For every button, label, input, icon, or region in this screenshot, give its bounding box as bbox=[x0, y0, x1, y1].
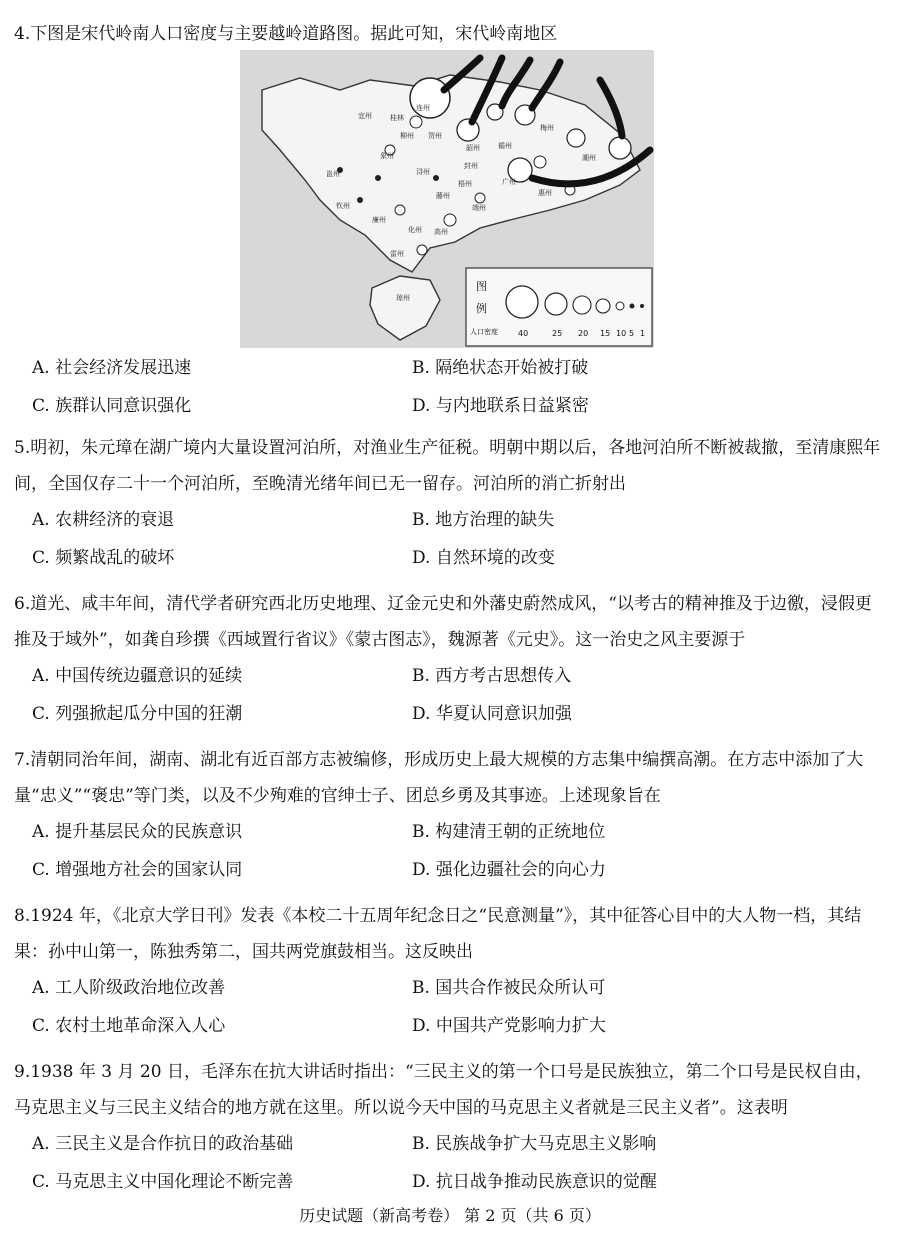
option-b[interactable]: B. 地方治理的缺失 bbox=[412, 510, 555, 530]
legend-title: 例 bbox=[476, 302, 487, 315]
option-a[interactable]: A. 工人阶级政治地位改善 bbox=[32, 978, 226, 998]
legend-value: 40 bbox=[518, 329, 529, 338]
map-place-label: 雷州 bbox=[390, 250, 404, 258]
option-d[interactable]: D. 与内地联系日益紧密 bbox=[412, 396, 589, 416]
map-place-label: 藤州 bbox=[436, 192, 450, 200]
map-place-label: 宜州 bbox=[358, 112, 372, 120]
question-9-stem: 9.1938 年 3 月 20 日，毛泽东在抗大讲话时指出：“三民主义的第一个口号是民族独立，第二个口号是民权自由，马克思主义与三民主义结合的地方就在这里。所以说今天中国的马克思主义者就是三民主义者”。这表明 bbox=[14, 1062, 873, 1118]
map-place-label: 象州 bbox=[380, 152, 394, 160]
option-c[interactable]: C. 频繁战乱的破坏 bbox=[32, 548, 175, 568]
map-place-label: 贺州 bbox=[428, 132, 442, 140]
option-a[interactable]: A. 提升基层民众的民族意识 bbox=[32, 822, 243, 842]
map-place-label: 连州 bbox=[416, 104, 430, 112]
map-place-label: 邕州 bbox=[326, 170, 340, 178]
map-place-label: 琼州 bbox=[396, 294, 410, 302]
option-c[interactable]: C. 农村土地革命深入人心 bbox=[32, 1016, 226, 1036]
map-place-label: 循州 bbox=[498, 142, 512, 150]
map-place-label: 广州 bbox=[502, 178, 516, 186]
map-place-label: 封州 bbox=[464, 162, 478, 170]
legend-value: 1 bbox=[640, 329, 646, 338]
legend-value: 5 bbox=[629, 329, 635, 338]
option-a[interactable]: A. 社会经济发展迅速 bbox=[32, 358, 192, 378]
option-c[interactable]: C. 增强地方社会的国家认同 bbox=[32, 860, 243, 880]
map-place-label: 高州 bbox=[434, 228, 448, 236]
legend-caption: 人口密度 bbox=[470, 328, 498, 336]
question-7 bbox=[14, 742, 886, 890]
map-place-label: 化州 bbox=[408, 226, 422, 234]
map-place-label: 桂林 bbox=[390, 114, 404, 122]
option-b[interactable]: B. 国共合作被民众所认可 bbox=[412, 978, 606, 998]
question-7-stem: 7.清朝同治年间，湖南、湖北有近百部方志被编修，形成历史上最大规模的方志集中编撰高潮。在方志中添加了大量“忠义”“褒忠”等门类，以及不少殉难的官绅士子、团总乡勇及其事迹。上述现象旨在 bbox=[14, 750, 864, 806]
option-c[interactable]: C. 列强掀起瓜分中国的狂潮 bbox=[32, 704, 243, 724]
map-place-label: 柳州 bbox=[400, 132, 414, 140]
question-8 bbox=[14, 898, 886, 1046]
map-place-label: 梧州 bbox=[458, 180, 472, 188]
map-place-label: 惠州 bbox=[538, 189, 552, 197]
option-b[interactable]: B. 隔绝状态开始被打破 bbox=[412, 358, 589, 378]
song-lingnan-map bbox=[240, 50, 654, 348]
map-place-label: 端州 bbox=[472, 204, 486, 212]
legend-value: 15 bbox=[600, 329, 611, 338]
question-6 bbox=[14, 586, 886, 734]
option-d[interactable]: D. 抗日战争推动民族意识的觉醒 bbox=[412, 1172, 657, 1192]
option-a[interactable]: A. 三民主义是合作抗日的政治基础 bbox=[32, 1134, 294, 1154]
option-d[interactable]: D. 自然环境的改变 bbox=[412, 548, 555, 568]
map-place-label: 韶州 bbox=[466, 144, 480, 152]
map-place-label: 钦州 bbox=[336, 202, 350, 210]
legend-value: 20 bbox=[578, 329, 589, 338]
question-9 bbox=[14, 1054, 886, 1202]
option-d[interactable]: D. 中国共产党影响力扩大 bbox=[412, 1016, 606, 1036]
question-4-stem: 4.下图是宋代岭南人口密度与主要越岭道路图。据此可知，宋代岭南地区 bbox=[14, 24, 558, 44]
legend-value: 10 bbox=[616, 329, 627, 338]
option-d[interactable]: D. 强化边疆社会的向心力 bbox=[412, 860, 606, 880]
page-footer: 历史试题（新高考卷） 第 2 页（共 6 页） bbox=[299, 1206, 601, 1225]
map-place-label: 廉州 bbox=[372, 216, 386, 224]
option-c[interactable]: C. 族群认同意识强化 bbox=[32, 396, 192, 416]
question-8-stem: 8.1924 年，《北京大学日刊》发表《本校二十五周年纪念日之“民意测量”》，其中征答心目中的大人物一档，其结果：孙中山第一，陈独秀第二，国共两党旗鼓相当。这反映出 bbox=[14, 906, 862, 962]
legend-title: 图 bbox=[476, 280, 487, 293]
option-b[interactable]: B. 西方考古思想传入 bbox=[412, 666, 572, 686]
question-5-stem: 5.明初，朱元璋在湖广境内大量设置河泊所，对渔业生产征税。明朝中期以后，各地河泊所不断被裁撤，至清康熙年间，全国仅存二十一个河泊所，至晚清光绪年间已无一留存。河泊所的消亡折射出 bbox=[14, 438, 881, 494]
option-b[interactable]: B. 民族战争扩大马克思主义影响 bbox=[412, 1134, 657, 1154]
option-c[interactable]: C. 马克思主义中国化理论不断完善 bbox=[32, 1172, 294, 1192]
question-4-options bbox=[14, 350, 886, 426]
question-4 bbox=[14, 16, 886, 52]
option-a[interactable]: A. 中国传统边疆意识的延续 bbox=[32, 666, 243, 686]
legend-value: 25 bbox=[552, 329, 563, 338]
option-d[interactable]: D. 华夏认同意识加强 bbox=[412, 704, 572, 724]
map-place-label: 梅州 bbox=[540, 124, 554, 132]
question-6-stem: 6.道光、咸丰年间，清代学者研究西北历史地理、辽金元史和外藩史蔚然成风，“以考古的精神推及于边徼，浸假更推及于域外”，如龚自珍撰《西域置行省议》《蒙古图志》，魏源著《元史》。这一治史之风主要源于 bbox=[14, 594, 872, 650]
option-b[interactable]: B. 构建清王朝的正统地位 bbox=[412, 822, 606, 842]
map-place-label: 潮州 bbox=[582, 154, 596, 162]
map-place-label: 浔州 bbox=[416, 168, 430, 176]
option-a[interactable]: A. 农耕经济的衰退 bbox=[32, 510, 175, 530]
question-5 bbox=[14, 430, 886, 578]
